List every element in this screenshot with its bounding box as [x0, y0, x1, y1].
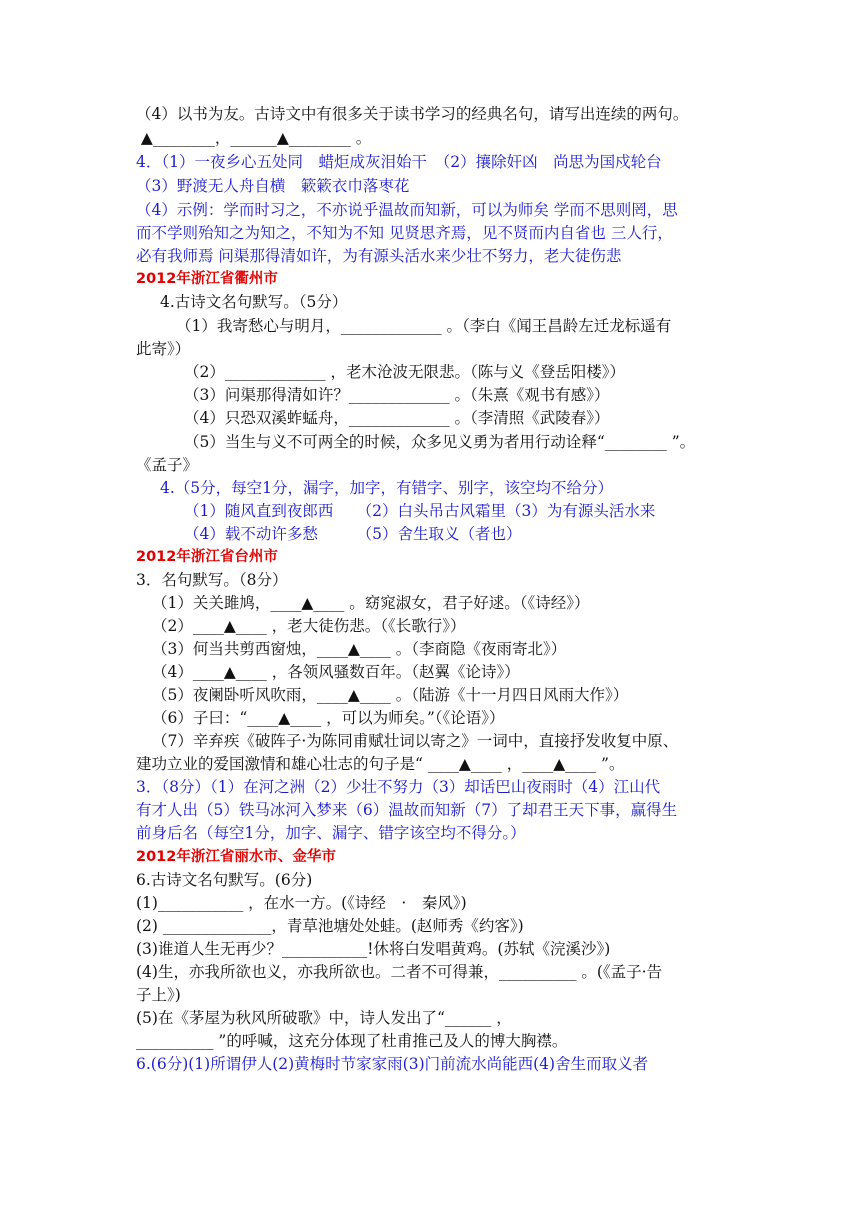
- answer-line: 而不学则殆知之为知之，不知为不知 见贤思齐焉，见不贤而内自省也 三人行，: [136, 224, 673, 242]
- question-line: 《孟子》: [136, 456, 199, 474]
- question-line: （2）_____________ ，老木沧波无限悲。（陈与义《登岳阳楼》）: [184, 363, 626, 381]
- answer-line: （4）载不动许多愁 （5）舍生取义（者也）: [184, 525, 522, 543]
- question-line: （1）关关雎鸠，____▲____ 。窈窕淑女，君子好逑。（《诗经》）: [152, 594, 590, 612]
- question-line: （4）只恐双溪蚱蜢舟，_____________ 。（李清照《武陵春》）: [184, 409, 610, 427]
- answer-line: 前身后名（每空1分，加字、漏字、错字该空均不得分。）: [136, 824, 526, 842]
- question-line: （5）当生与义不可两全的时候，众多见义勇为者用行动诠释“________ ”。: [184, 433, 696, 451]
- question-line: (2) ______________，青草池塘处处蛙。(赵师秀《约客》): [136, 917, 524, 935]
- answer-line: （4）示例：学而时习之，不亦说乎温故而知新，可以为师矣 学而不思则罔，思: [136, 201, 678, 219]
- question-line: （4）以书为友。古诗文中有很多关于读书学习的经典名句，请写出连续的两句。: [136, 105, 689, 123]
- answer-line: 有才人出（5）铁马冰河入梦来（6）温故而知新（7）了却君王天下事，赢得生: [136, 801, 678, 819]
- question-line: （2）____▲____ ，老大徒伤悲。（《长歌行》）: [152, 617, 466, 635]
- question-line: 建功立业的爱国激情和雄心壮志的句子是“ ____▲____ ，____▲____ ”。: [136, 755, 625, 773]
- answer-line: 3．（8分）（1）在河之洲（2）少壮不努力（3）却话巴山夜雨时（4）江山代: [136, 778, 661, 796]
- question-line: 此寄》）: [136, 340, 191, 358]
- question-line: 子上》): [136, 986, 181, 1004]
- question-line: (5)在《茅屋为秋风所破歌》中，诗人发出了“______ ，: [136, 1009, 512, 1027]
- question-line: （6）子曰：“____▲____ ，可以为师矣。”（《论语》）: [152, 709, 505, 727]
- section-heading: 2012年浙江省丽水市、金华市: [136, 849, 336, 865]
- section-heading: 2012年浙江省衢州市: [136, 271, 278, 287]
- question-line: （1）我寄愁心与明月，_____________ 。（李白《闻王昌龄左迁龙标遥有: [176, 317, 672, 335]
- question-line: (3)谁道人生无再少？___________!休将白发唱黄鸡。(苏轼《浣溪沙》): [136, 940, 611, 958]
- answer-line: 必有我师焉 问渠那得清如许，为有源头活水来少壮不努力，老大徒伤悲: [136, 247, 622, 265]
- question-line: 3．名句默写。（8分）: [136, 571, 288, 589]
- answer-line: （3）野渡无人舟自横 簌簌衣巾落枣花: [136, 177, 410, 195]
- question-line: （4）____▲____ ，各领风骚数百年。（赵翼《论诗》）: [152, 663, 520, 681]
- question-line: (1)___________ ，在水一方。(《诗经 · 秦风》): [136, 894, 467, 912]
- question-line: 4.古诗文名句默写。（5分）: [160, 293, 348, 311]
- answer-line: 6.(6分)(1)所谓伊人(2)黄梅时节家家雨(3)门前流水尚能西(4)舍生而取义者: [136, 1055, 649, 1073]
- answer-line: （1）随风直到夜郎西 （2）白头吊古风霜里（3）为有源头活水来: [184, 502, 656, 520]
- question-line: (4)生，亦我所欲也义，亦我所欲也。二者不可得兼，__________ 。(《孟子·告: [136, 963, 663, 981]
- section-heading: 2012年浙江省台州市: [136, 549, 278, 565]
- question-line: 6.古诗文名句默写。(6分): [136, 871, 313, 889]
- question-line: __________ ”的呼喊，这充分体现了杜甫推己及人的博大胸襟。: [136, 1032, 568, 1050]
- question-line: （7）辛弃疾《破阵子·为陈同甫赋壮词以寄之》一词中，直接抒发收复中原、: [152, 732, 679, 750]
- question-line: （3）问渠那得清如许？_____________ 。（朱熹《观书有感》）: [184, 386, 610, 404]
- answer-line: 4．（1）一夜乡心五处同 蜡炬成灰泪始干 （2）攘除奸凶 尚思为国戍轮台: [136, 153, 662, 171]
- question-line: （5）夜阑卧听风吹雨，____▲____ 。（陆游《十一月四日风雨大作》）: [152, 686, 629, 704]
- question-line: （3）何当共剪西窗烛，____▲____ 。（李商隐《夜雨寄北》）: [152, 640, 567, 658]
- answer-line: 4.（5分，每空1分，漏字，加字，有错字、别字，该空均不给分）: [160, 479, 614, 497]
- blank-line: ▲________，______▲________ 。: [136, 129, 372, 147]
